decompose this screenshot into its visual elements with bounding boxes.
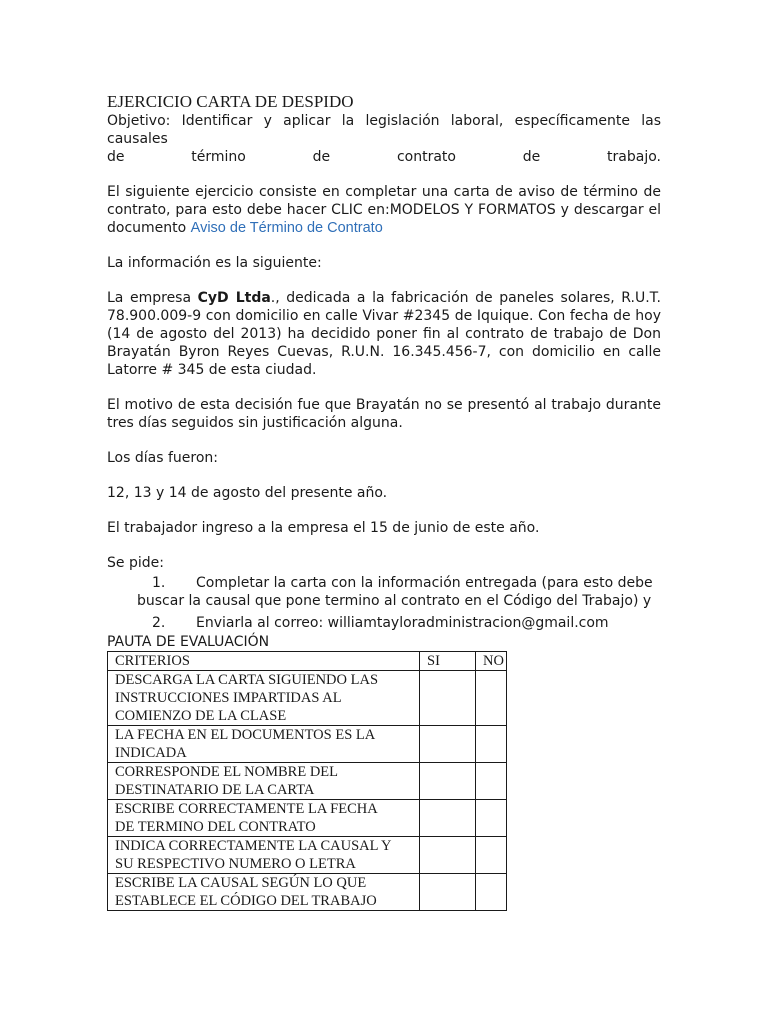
criterion-line: CORRESPONDE EL NOMBRE DEL xyxy=(115,764,339,780)
table-row xyxy=(108,837,507,874)
info-heading: La información es la siguiente: xyxy=(107,255,322,271)
list-item xyxy=(107,614,661,632)
no-cell[interactable] xyxy=(476,671,507,726)
criterion-line: INDICADA xyxy=(115,745,187,761)
si-cell[interactable] xyxy=(420,726,476,763)
request-list xyxy=(107,574,661,632)
company-text: ., dedicada a la fabricación de paneles solares, R.U.T. 78.900.009-9 con domicilio en calle Vivar #2345 de Iquique. Con fecha de hoy (14 de agosto del 2013) ha decidido poner fin al contrato de trabajo de Don Brayatán Byron Reyes Cuevas, R.U.N. 16.345.456-7, con domicilio en calle Latorre # 345 de esta ciudad. xyxy=(107,290,661,378)
intro-text: El siguiente ejercicio consiste en completar una carta de aviso de término de contrato, para esto debe hacer CLIC en:MODELOS Y FORMATOS y descargar el documento xyxy=(107,184,661,236)
criterion-line: DESCARGA LA CARTA SIGUIENDO LAS xyxy=(115,672,379,688)
criterion-cell xyxy=(108,874,420,911)
company-paragraph xyxy=(107,289,661,379)
si-cell[interactable] xyxy=(420,671,476,726)
criterion-line: INSTRUCCIONES IMPARTIDAS AL xyxy=(115,690,342,706)
si-cell[interactable] xyxy=(420,763,476,800)
company-prefix: La empresa xyxy=(107,290,198,306)
table-row xyxy=(108,671,507,726)
rubric-table xyxy=(107,651,507,911)
criterion-cell xyxy=(108,726,420,763)
table-row xyxy=(108,763,507,800)
criterion-line: SU RESPECTIVO NUMERO O LETRA xyxy=(115,856,356,872)
criterion-line: DE TERMINO DEL CONTRATO xyxy=(115,819,316,835)
motive-paragraph: El motivo de esta decisión fue que Brayatán no se presentó al trabajo durante tres días seguidos sin justificación alguna. xyxy=(107,397,661,431)
list-item xyxy=(107,574,661,610)
days-heading: Los días fueron: xyxy=(107,450,218,466)
table-row xyxy=(108,874,507,911)
list-item-text: Completar la carta con la información entregada (para esto debe buscar la causal que pone termino al contrato en el Código del Trabajo) y xyxy=(137,575,653,609)
criterion-cell xyxy=(108,671,420,726)
si-cell[interactable] xyxy=(420,837,476,874)
document-page xyxy=(107,92,661,651)
criterion-line: ESCRIBE CORRECTAMENTE LA FECHA xyxy=(115,801,378,817)
no-cell[interactable] xyxy=(476,800,507,837)
table-row xyxy=(108,800,507,837)
entry-text: El trabajador ingreso a la empresa el 15 de junio de este año. xyxy=(107,520,540,536)
no-cell[interactable] xyxy=(476,726,507,763)
list-item-text: Enviarla al correo: williamtayloradministracion@gmail.com xyxy=(196,615,609,631)
criterion-cell xyxy=(108,837,420,874)
criterion-cell xyxy=(108,800,420,837)
intro-paragraph xyxy=(107,183,661,237)
document-title: EJERCICIO CARTA DE DESPIDO xyxy=(107,92,354,111)
requested-heading: Se pide: xyxy=(107,555,164,571)
criterion-line: LA FECHA EN EL DOCUMENTOS ES LA xyxy=(115,727,376,743)
objective-line-2: de término de contrato de trabajo. xyxy=(107,149,661,165)
header-criterios: CRITERIOS xyxy=(108,652,420,671)
header-si: SI xyxy=(420,652,476,671)
rubric-heading: PAUTA DE EVALUACIÓN xyxy=(107,634,270,650)
si-cell[interactable] xyxy=(420,800,476,837)
list-item-number: 2. xyxy=(152,615,166,631)
days-text: 12, 13 y 14 de agosto del presente año. xyxy=(107,485,388,501)
si-cell[interactable] xyxy=(420,874,476,911)
objective-line-1: Objetivo: Identificar y aplicar la legislación laboral, específicamente las causales xyxy=(107,113,661,147)
criterion-line: INDICA CORRECTAMENTE LA CAUSAL Y xyxy=(115,838,392,854)
criterion-cell xyxy=(108,763,420,800)
no-cell[interactable] xyxy=(476,763,507,800)
criterion-line: COMIENZO DE LA CLASE xyxy=(115,708,287,724)
criterion-line: ESCRIBE LA CAUSAL SEGÚN LO QUE xyxy=(115,875,367,891)
no-cell[interactable] xyxy=(476,837,507,874)
criterion-line: ESTABLECE EL CÓDIGO DEL TRABAJO xyxy=(115,893,377,909)
criterion-line: DESTINATARIO DE LA CARTA xyxy=(115,782,315,798)
company-name: CyD Ltda xyxy=(197,290,271,306)
download-link[interactable]: Aviso de Término de Contrato xyxy=(190,220,383,236)
table-row xyxy=(108,726,507,763)
list-item-number: 1. xyxy=(152,575,166,591)
table-header-row xyxy=(108,652,507,671)
header-no: NO xyxy=(476,652,507,671)
no-cell[interactable] xyxy=(476,874,507,911)
